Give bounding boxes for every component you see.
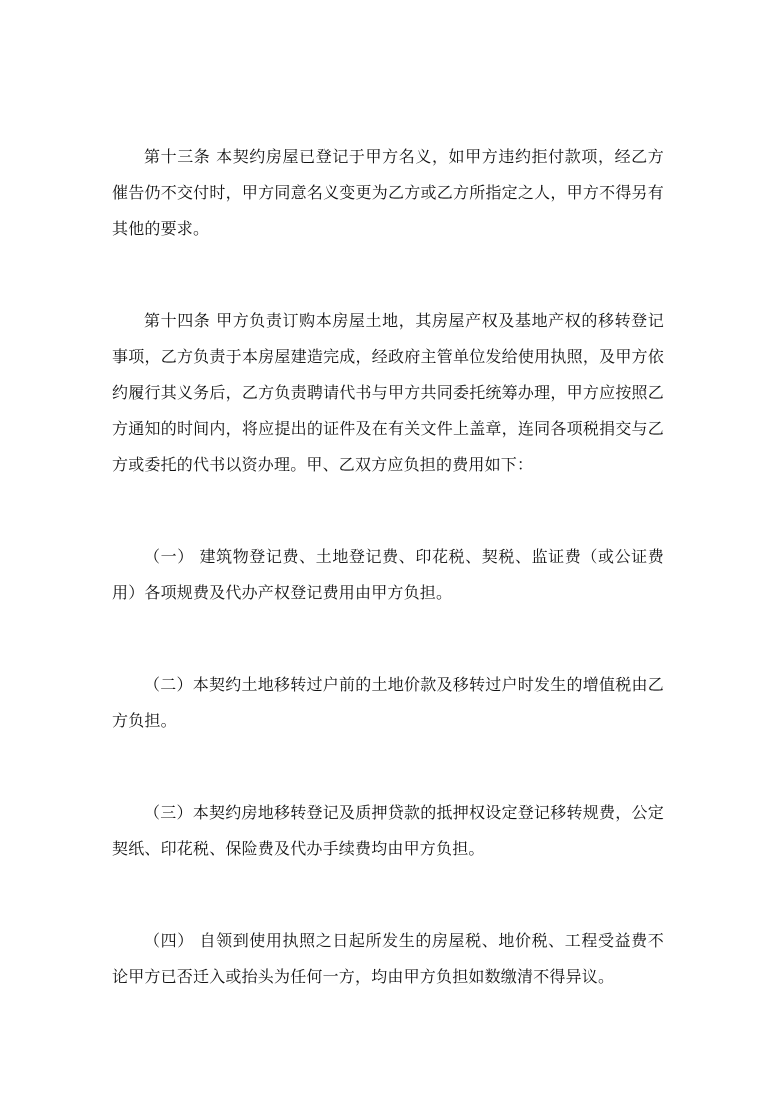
- paragraph-item-3: （三）本契约房地移转登记及质押贷款的抵押权设定登记移转规费，公定契纸、印花税、保险费及代办手续费均由甲方负担。: [112, 803, 664, 858]
- paragraph-spacer: [112, 739, 664, 795]
- paragraph-article-14: 第十四条 甲方负责订购本房屋土地，其房屋产权及基地产权的移转登记事项，乙方负责于本房屋建造完成，经政府主管单位发给使用执照，及甲方依约履行其义务后，乙方负责聘请代书与甲方共同委托统筹办理，甲方应按照乙方通知的时间内，将应提出的证件及在有关文件上盖章，连同各项税捐交与乙方或委托的代书以资办理。甲、乙双方应负担的费用如下：: [112, 311, 664, 474]
- paragraph-spacer: [112, 247, 664, 303]
- paragraph-item-1: （一） 建筑物登记费、土地登记费、印花税、契税、监证费（或公证费用）各项规费及代办产权登记费用由甲方负担。: [112, 547, 664, 602]
- paragraph-item-2: （二）本契约土地移转过户前的土地价款及移转过户时发生的增值税由乙方负担。: [112, 675, 664, 730]
- paragraph-spacer: [112, 611, 664, 667]
- paragraph-item-4: （四） 自领到使用执照之日起所发生的房屋税、地价税、工程受益费不论甲方已否迁入或抬头为任何一方，均由甲方负担如数缴清不得异议。: [112, 931, 664, 986]
- paragraph-article-13: 第十三条 本契约房屋已登记于甲方名义，如甲方违约拒付款项，经乙方催告仍不交付时，甲方同意名义变更为乙方或乙方所指定之人，甲方不得另有其他的要求。: [112, 147, 664, 238]
- document-body: [112, 139, 664, 995]
- paragraph-spacer: [112, 483, 664, 539]
- paragraph-spacer: [112, 867, 664, 923]
